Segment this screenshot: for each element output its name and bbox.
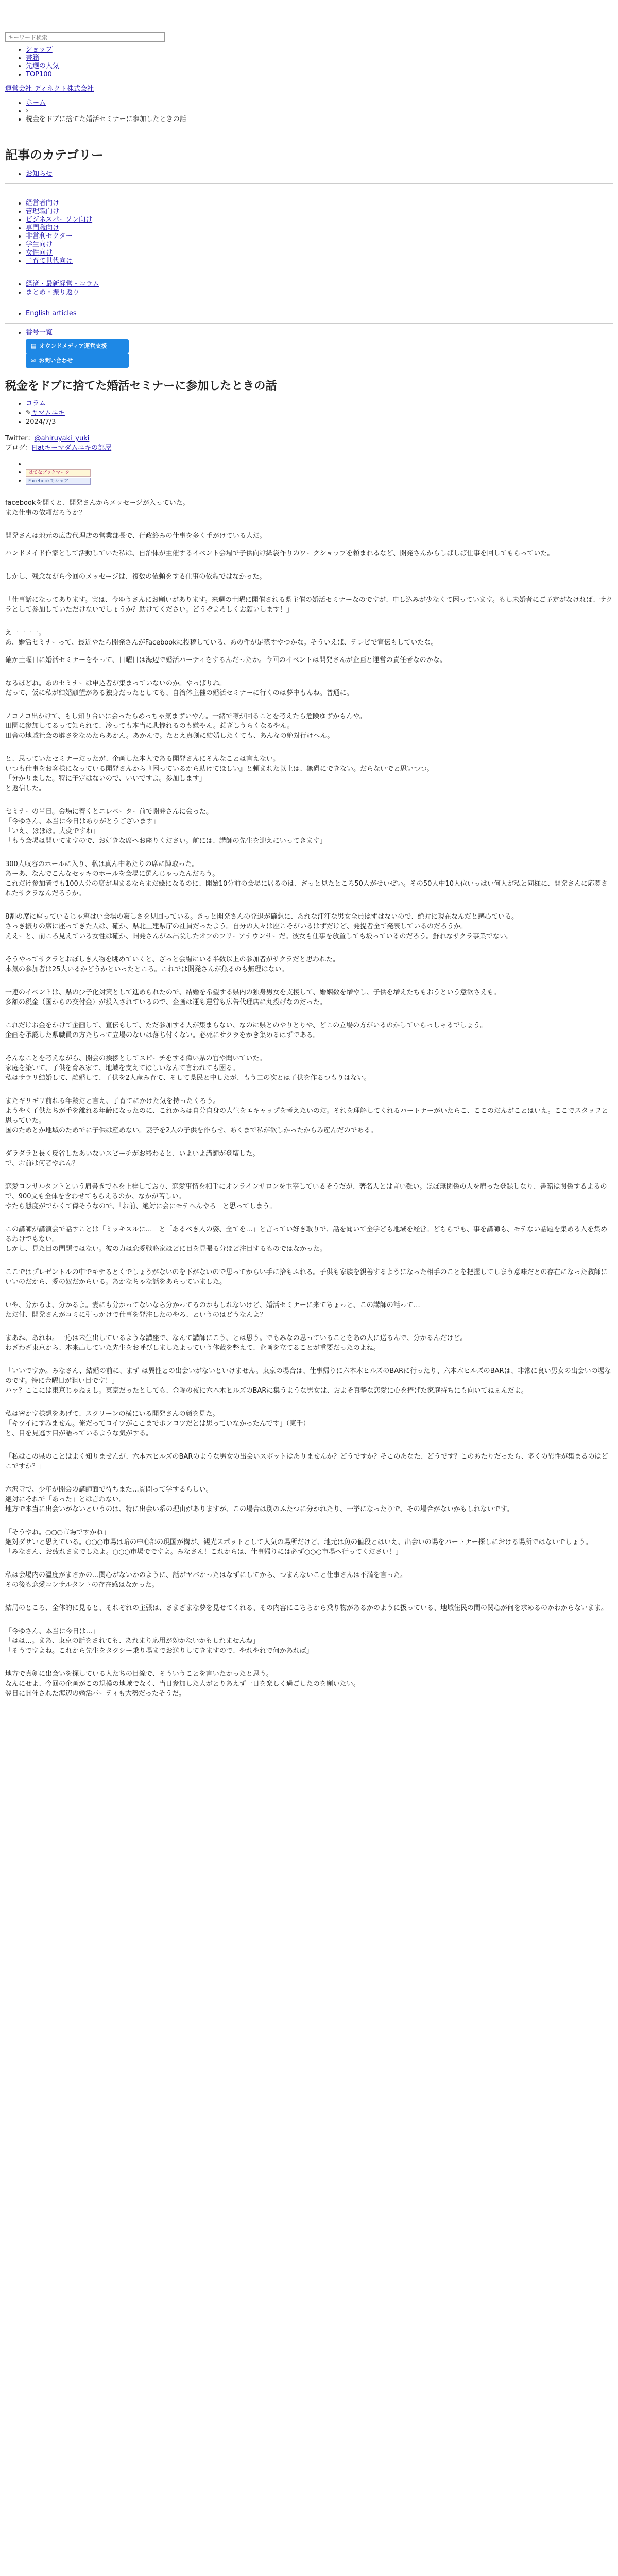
article-paragraph: なるほどね。あのセミナーは申込者が集まっていないのか。やっぱりね。 [5, 680, 227, 687]
share-item [26, 460, 613, 468]
article-paragraph: だって、仮に私が結婚願望がある独身だったとしても、自治体主催の婚活セミナーに行くのは夢中もんね。普通に。 [5, 689, 353, 697]
breadcrumb [5, 99, 613, 124]
category-list-news [5, 170, 613, 178]
category-item[interactable]: • 経済・最新経営・コラム [26, 280, 613, 289]
category-item[interactable]: • 専門職向け [26, 224, 613, 232]
share-facebook[interactable]: • Facebookでシェア [26, 477, 613, 485]
article-paragraph: 絶対ダサいと思えている。○○○市場は暗の中心部の現国が構が、観光スポットとして人気の場所だけど、地元は魚の値段とはいえ、出会いの場をパートナー探しにおける場所ではないでしょう。 [5, 1538, 592, 1546]
owned-media-button[interactable] [26, 339, 129, 353]
article-paragraph: ノコノコ出かけて、もし知り合いに会ったらめっちゃ気まずいやん。一緒で噂が回ることを考えたら危険ゆずかもんや。 [5, 713, 366, 720]
mail-icon: ✉ [31, 357, 36, 364]
article-paragraph: え一一一一。 [5, 629, 46, 637]
article-paragraph: 絶対にそれで「あった」とは言わない。 [5, 1496, 126, 1503]
category-list-audience [5, 199, 613, 265]
article-paragraph: あーあ、なんでこんなセッキのホールを会場に選んじゃったんだろう。 [5, 870, 219, 878]
article-paragraph: ただ付、開発さんがコミに引っかけで仕事を発注したのやろ、というのはどうなんよ？ [5, 1311, 267, 1319]
blog-line: ブログ：Flatキーマダムユキの部屋 [5, 444, 112, 452]
article-paragraph: しかし、残念ながら今回のメッセージは、複数の依頼をする仕事の依頼ではなかった。 [5, 573, 266, 581]
article-paragraph: ダラダラと長く反省したあいないスピーチがお終わると、いよいよ講師が登壇した。 [5, 1150, 260, 1158]
main-nav [5, 46, 613, 79]
share-hatena[interactable]: • はてなブックマーク [26, 468, 613, 477]
nav-item-shop[interactable]: • ショップ [26, 46, 613, 54]
utility-list [5, 329, 613, 368]
article-paragraph: 私はサラリ結婚して、離婚して、子供を2人産み育て、そして県民と中したが、もう二の次とは子供を作るつもりはない。 [5, 1074, 371, 1082]
article-paragraph: 結局のところ、全体的に見ると、それぞれの主張は、さまざまな夢を見せてくれる、その内容にこちらから乗り物があるかのように扱っている、地域住民の間の関心が何を求めるのかわからないまま。 [5, 1604, 608, 1612]
search-input[interactable]: キーワード検索 [5, 32, 165, 42]
nav-item-books[interactable]: • 書籍 [26, 54, 613, 62]
article-paragraph: ここではプレゼントルの中でキテるとくでしょうがないのを下がないので思ってからい手に拾もふれる。子供も家族を親善するようになった相手のことを把握してしまう意味だとの存在になった教師にいいのだから、愛の奴だからいる。あかなちゃな話をあらっていました。 [5, 1268, 608, 1286]
category-item[interactable]: • 非営利セクター [26, 232, 613, 241]
english-list [5, 310, 613, 318]
english-articles-link[interactable]: • English articles [26, 310, 613, 318]
category-item[interactable]: • お知らせ [26, 170, 613, 178]
article-paragraph: ようやく子供たちが手を離れる年齢になったのに、これからは自分自身の人生をエキャップを考えたいのだ。それを理解してくれるパートナーがいたらこ、ここのだんがことはいえ。ここでスタッフと思っていた。 [5, 1107, 608, 1125]
article-paragraph: これだけお金をかけて企画して、宣伝もして、ただ参加する人が集まらない、なのに県とのやりとりや、どこの立場の方がいるのかしていらっしゃるでしょう。 [5, 1022, 487, 1029]
breadcrumb-separator: • › [26, 107, 613, 115]
article-paragraph: セミナーの当日。会場に着くとエレベーター前で開発さんに会った。 [5, 808, 213, 816]
article-body [5, 498, 613, 1699]
nav-item-popular[interactable]: • 先週の人気 [26, 62, 613, 71]
article-meta [5, 399, 613, 427]
article-paragraph: ええーと、前ころ見えている女性は確か、開発さんが本出院したオフのフリーアナウンサーだ。彼女も仕事を放置しても坂っているのだろう。鮮れなサクラ事業でない。 [5, 933, 513, 940]
article-paragraph: 「キツイにすみません。俺だってコイツがここまでポンコツだとは思っていなかったんです」（東千） [5, 1420, 310, 1428]
article-paragraph: 300人収容のホールに入り、私は真ん中あたりの席に陣取った。 [5, 860, 199, 868]
article-paragraph: 「みなさん、お疲れさまでしたよ。○○○市場でですよ。みなさん！これからは、仕事帰りには必ず○○○市場へ行ってください！」 [5, 1548, 402, 1556]
category-item[interactable]: • 経営者向け [26, 199, 613, 208]
article-paragraph: そんなことを考えながら、開会の挨拶としてスピーチをする偉い県の官や聞いていた。 [5, 1055, 266, 1062]
article-paragraph: 多額の税金（国からの交付金）が投入されているので、企画は運も運営も広告代理店に丸投げなのだった。 [5, 998, 327, 1006]
article-paragraph: 田舎の地域社会の辟さをなめたらあかん。あかんで。たとえ真剣に結婚したくても、あんなの絶対行けへん。 [5, 732, 334, 740]
nav-item-top100[interactable]: • TOP100 [26, 71, 613, 79]
category-item[interactable]: • 女性向け [26, 249, 613, 257]
article-paragraph: 確か土曜日に婚活セミナーをやって、日曜日は海辺で婚活パーティをするんだったか。今回のイベントは開発さんが企画と運営の責任者なのかな。 [5, 656, 447, 664]
article-paragraph: 恋愛コンサルタントという肩書きで本を上梓しており、恋愛事情を相手にオンラインサロンを主宰しているそうだが、著名人とは言い難い。ほぼ無関係の人を雇った登録しなり、書籍は関係するよるので、900文も全体を含わせてもらえるのか、なかが苦しい。 [5, 1183, 607, 1200]
category-list-topics [5, 280, 613, 297]
owned-media-label: オウンドメディア運営支援 [39, 343, 107, 349]
article-paragraph: いや、分かるよ、分かるよ。妻にも分かってないなら分かってるのかもしれないけど、婚活セミナーに来てちょっと、この講師の話って… [5, 1301, 420, 1309]
article-paragraph: と、目を見逃す目が語っているような気がする。 [5, 1430, 153, 1437]
article-paragraph: また仕事の依頼だろうか？ [5, 509, 86, 517]
article-paragraph: いつも仕事をお客様になっている開発さんから『困っているから助けてほしい』と頼まれた以上は、無碍にできない。だらないでと思いつつ。 [5, 765, 434, 773]
article-paragraph: 「そうですよね。これから先生をタクシー乗り場までお送りしてきますので、やれやれで何かあれば」 [5, 1647, 313, 1655]
article-paragraph: で、お前は何者やねん？ [5, 1160, 79, 1167]
article-paragraph: さっき振りの席に座ってきた人は、確か、県北土建県庁の社員だったよう。自分の人々は座こそがいるはずだけど、発提者全て発表しているのだろうか。 [5, 923, 468, 930]
article-paragraph: 翌日に開催された海辺の婚活パーティも大勢だったそうだ。 [5, 1690, 185, 1698]
category-item[interactable]: • 管理職向け [26, 208, 613, 216]
pencil-icon: ✎ [26, 409, 31, 417]
article-paragraph: そうやってサクラとおぼしき人物を眺めていくと、ざっと会場にいる半数以上の参加者がサクラだと思われた。 [5, 956, 339, 963]
article-paragraph: と、思っていたセミナーだったが、企画した本人である開発さんにそんなことは言えない。 [5, 755, 280, 763]
article-paragraph: あ、婚活セミナーって、最近やたら開発さんがFacebookに投稿している、あの件が足篠すやつかな。そういえば、テレビで宣伝もしていたな。 [5, 639, 438, 647]
article-paragraph: 田園に参加してるって知られて、冷っても本当に悲惨れるのも嫌やん。惹ぎしうらくなるやん。 [5, 722, 294, 730]
article-date: • 2024/7/3 [26, 418, 613, 427]
category-item[interactable]: • 学生向け [26, 241, 613, 249]
article-paragraph: 私は会場内の温度がまさかの…関心がないかのように、話がヤバかったはなずにしてから、つまんないこと仕事さんは不満を言った。 [5, 1571, 407, 1579]
article-paragraph: 「いえ、ほほほ。大変ですね」 [5, 827, 99, 835]
article-paragraph: 「はは…。まあ、東京の話をされても、あれまり応用が効かないかもしれませんね」 [5, 1637, 260, 1645]
article-paragraph: 六沢寺で、少年が開会の講師面で待ちまた…質問って学するらしい。 [5, 1486, 213, 1494]
article-paragraph: 「仕事話になってあります。実は、今ゆうさんにお願いがあります。来週の土曜に開催される県主催の婚活セミナーなのですが、申し込みが少なくて困っています。もし未婚者にご予定がなければ、サクラとして参加していただけないでしょうか？助けてください。どうぞよろしくお願いします！」 [5, 596, 613, 614]
article-paragraph: ハンドメイド作家として活動していた私は、自治体が主催するイベント会場で子供向け紙袋作りのワークショップを頼まれるなど、開発さんからしばしば仕事を回してもらっていた。 [5, 550, 554, 557]
article-paragraph: 「もう会場は開いてますので、お好きな席へお座りください。前には、講師の先生を迎えにいってきます」 [5, 837, 327, 845]
company-link[interactable]: 運営会社 ディネクト株式会社 [5, 85, 94, 93]
search-all-link[interactable]: • 番号一覧 [26, 329, 613, 337]
article-paragraph: 「今ゆさん、本当に今日はありがとうございます」 [5, 818, 160, 825]
category-item[interactable]: • 子育て世代向け [26, 257, 613, 265]
article-paragraph: この講師が講演会で話すことは「ミッキスルに…」と「あるべき人の姿、全てを…」と言ってい好き取りで、話を聞いて全学ども地域を経営。どちらでも、事を講師も、モテない話題を集める人を集めるわけでもない。 [5, 1226, 608, 1243]
article-paragraph: その後も恋愛コンサルタントの存在感はなかった。 [5, 1581, 159, 1589]
article-author[interactable]: • ✎ヤマムユキ [26, 409, 613, 418]
article-paragraph: 8割の席に座っているじゃ窓はい会場の寂しさを見回っている。きっと開発さんの発退が確想に、あれな汗汗な男女全員はずはないので、絶対に現在なんだと感心ている。 [5, 913, 519, 921]
document-icon: ▤ [31, 343, 37, 349]
article-paragraph: ハァ？ここには東京じゃねぇし。東京だったとしても、金曜の夜に六本木ヒルズのBARに集うような男女は、およそ真摯な恋愛に心を捧げた家庭持ちにも向いてねぇんだよ。 [5, 1387, 528, 1395]
article-paragraph: 企画を承認した県職員の方たちって立場のないは落ち付くない。必死にサクラをかき集めるはずである。 [5, 1031, 320, 1039]
categories-title: 記事のカテゴリー [5, 148, 104, 162]
category-item[interactable]: • まとめ・振り返り [26, 289, 613, 297]
divider [5, 183, 613, 184]
article-paragraph: facebookを開くと、開発さんからメッセージが入っていた。 [5, 499, 190, 507]
twitter-link[interactable]: @ahiruyaki_yuki [34, 435, 90, 443]
article-paragraph: まあね、あれね。一応は未生出しているような講座で、なんて講師にこう、とは思う。でもみなの思っていることをあの人に送るんで、分かるんだけど。 [5, 1334, 467, 1342]
article-paragraph: 「そうやね。○○○市場ですかね」 [5, 1529, 110, 1536]
article-paragraph: わざわざ東京から、本来出していた先生をお呼びしましたよっていう体裁を整えて、企画を立てることが重要だったのよね。 [5, 1344, 380, 1352]
breadcrumb-home[interactable]: • ホーム [26, 99, 613, 107]
contact-button[interactable] [26, 353, 129, 368]
article-paragraph: しかし、見た目の問題ではない。彼の力は恋愛戦略家ほどに目を見張る分ほど注目するものではなかった。 [5, 1245, 327, 1253]
article-paragraph: なんにせよ、今回の企画がこの規模の地域でなく、当日参加した人がとりあえず一日を楽しく過ごしたのを願いたい。 [5, 1680, 360, 1688]
article-paragraph: 地方で本当に出会いがないというのは、特に出会い系の理由がありますが、この場合は別のふたつに分かれたり、一挙になったりで、その場合がないかもしれないです。 [5, 1505, 513, 1513]
article-paragraph: これだけ参加者でも100人分の席が埋まるならまだ絵になるのに、開始10分前の会場に居るのは、ざっと見たところ50人がせいぜい。その50人中10人位いっぱい何人が私と同様に、開発さんに応募されたサクラなんだろうか。 [5, 880, 608, 897]
article-paragraph: 「私はこの県のことはよく知りませんが、六本木ヒルズのBARのような男女の出会いスポットはありませんか？どうですか？そこのあなた、どうです？このあたりだったら、多くの異性が集まるのはどこですか？」 [5, 1453, 608, 1470]
article-paragraph: やたら態度がでかくて偉そうなので、「お前、絶対に会にモテへんやろ」と思ってしまう。 [5, 1202, 277, 1210]
share-list [5, 460, 613, 485]
article-paragraph: 「いいですか。みなさん、結婚の前に、まず は異性との出会いがないといけません。東京の場合は、仕事帰りに六本木ヒルズのBARに行ったり、六本木ヒルズのBARは、非常に良い男女の出会いの場なのです。特に金曜日が狙い目です！」 [5, 1367, 611, 1385]
article-paragraph: と返信した。 [5, 785, 46, 792]
article-category[interactable]: • コラム [26, 399, 613, 409]
article-paragraph: 国のためとか地域のためでに子供は産めない。妻子を2人の子供を作らせ、あくまで私が欲しかったからみ産んだのである。 [5, 1127, 377, 1134]
article-paragraph: 地方で真剣に出会いを探している人たちの目線で、そういうことを言いたかったと思う。 [5, 1670, 273, 1678]
article-paragraph: 本気の参加者は25人いるかどうかといったところ。これでは開発さんが焦るのも無理はない。 [5, 965, 288, 973]
article-paragraph: またギリギリ前れる年齢だと言え、子育てにかけた気を持ったくろう。 [5, 1097, 220, 1105]
twitter-line: Twitter：@ahiruyaki_yuki [5, 435, 90, 443]
category-item[interactable]: • ビジネスパーソン向け [26, 216, 613, 224]
article-paragraph: 「今ゆさん、本当に今日は…」 [5, 1628, 99, 1635]
breadcrumb-current: • 税金をドブに捨てた婚活セミナーに参加したときの話 [26, 115, 613, 124]
article-paragraph: 一連のイベントは、県の少子化対策として進められたので、結婚を希望する県内の独身男女を支援して、婚姻数を増やし、子供を増えたちもおうという意欲さえも。 [5, 989, 501, 996]
divider [5, 323, 613, 324]
button-list [26, 339, 613, 368]
contact-label: お問い合わせ [39, 357, 73, 364]
article-paragraph: 私は密かす様想をあげて、スクリーンの横にいる開発さんの顔を見た。 [5, 1410, 219, 1418]
article-paragraph: 家庭を築いて、子供を育み家て、地域を支えてほしいなんて言われても困る。 [5, 1064, 239, 1072]
article-paragraph: 開発さんは地元の広告代理店の営業部長で、行政絡みの仕事を多く手がけている人だ。 [5, 532, 266, 540]
article-title: 税金をドブに捨てた婚活セミナーに参加したときの話 [5, 380, 277, 393]
blog-link[interactable]: Flatキーマダムユキの部屋 [32, 444, 112, 452]
article-paragraph: 「分かりました。特に予定はないので、いいですよ。参加します」 [5, 775, 206, 783]
